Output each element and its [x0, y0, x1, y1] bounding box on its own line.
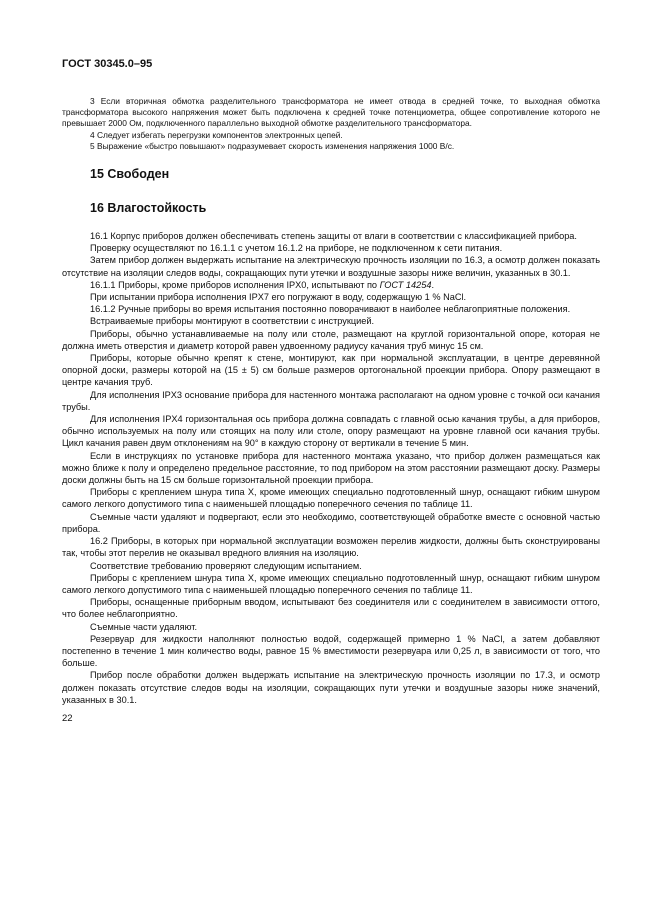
paragraph: 16.1.2 Ручные приборы во время испытания постоянно поворачивают в наиболее неблагоприятные положения. — [90, 304, 571, 315]
paragraph: Съемные части удаляют. — [90, 621, 198, 632]
paragraph: Съемные части удаляют и подвергают, если это необходимо, соответствующей обработке вместе с основной частью прибора. — [62, 511, 600, 534]
paragraph-text: 16.1.1 Приборы, кроме приборов исполнения IPX0, испытывают по — [90, 279, 380, 290]
section-15-title: 15 Свободен — [90, 167, 170, 182]
paragraph: 16.2 Приборы, в которых при нормальной эксплуатации возможен перелив жидкости, должны быть сконструированы так, чтобы этот перелив не оказывал вредного влияния на изоляцию. — [62, 536, 600, 559]
paragraph: Для исполнения IPX4 горизонтальная ось прибора должна совпадать с главной осью качания трубы, а для приборов, обычно используемых на полу или стоящих на полу или столе, опору размещают на уровне главной оси качания трубы. Цикл качания равен двум отклонениям на 90° в каждую сторону от вертикали в течение 5 мин. — [62, 414, 600, 449]
note-3: 3 Если вторичная обмотка разделительного трансформатора не имеет отвода в средней точке, то выходная обмотка трансформатора высокого напряжения может быть подключена к средней точке потенциометра, общее сопротивление которого не превышает 2000 Ом, подключенного параллельно выходной обмотке разделительного трансформатора. — [62, 96, 600, 129]
standard-header: ГОСТ 30345.0–95 — [62, 58, 153, 70]
section-16-title: 16 Влагостойкость — [90, 201, 207, 216]
paragraph: При испытании прибора исполнения IPX7 его погружают в воду, содержащую 1 % NaCl. — [90, 292, 467, 303]
note-5: 5 Выражение «быстро повышают» подразумевает скорость изменения напряжения 1000 В/с. — [90, 140, 455, 151]
standard-reference: ГОСТ 14254 — [379, 279, 432, 290]
paragraph: Проверку осуществляют по 16.1.1 с учетом 16.1.2 на приборе, не подключенном к сети питания. — [90, 243, 503, 254]
paragraph: Приборы, обычно устанавливаемые на полу или столе, размещают на круглой горизонтальной опоре, которая не должна иметь отверстия и диаметр которой равен удвоенному радиусу качания труб минус 15 см. — [62, 328, 600, 351]
paragraph: Встраиваемые приборы монтируют в соответствии с инструкцией. — [90, 316, 375, 327]
paragraph: Для исполнения IPX3 основание прибора для настенного монтажа располагают на одном уровне с точкой оси качания трубы. — [62, 389, 600, 412]
paragraph: Приборы с креплением шнура типа X, кроме имеющих специально подготовленный шнур, оснащают гибким шнуром самого легкого допустимого типа с наименьшей площадью поперечного сечения по таблице 11. — [62, 572, 600, 595]
paragraph: Соответствие требованию проверяют следующим испытанием. — [90, 560, 362, 571]
paragraph: Резервуар для жидкости наполняют полностью водой, содержащей примерно 1 % NaCl, а затем добавляют постепенно в течение 1 мин количество воды, равное 15 % вместимости резервуара или 0,25 л, в зависимости от того, что больше. — [62, 633, 600, 669]
paragraph: Приборы, оснащенные приборным вводом, испытывают без соединителя или с соединителем в зависимости оттого, что более неблагоприятно. — [62, 597, 600, 620]
note-4: 4 Следует избегать перегрузки компонентов электронных цепей. — [90, 129, 343, 140]
paragraph: Прибор после обработки должен выдержать испытание на электрическую прочность изоляции по 17.3, и осмотр должен показать отсутствие следов воды на изоляции, сокращающих пути утечки и воздушные зазоры ниже значений, указанных в 30.1. — [62, 670, 600, 705]
paragraph — [62, 279, 600, 291]
paragraph: Затем прибор должен выдержать испытание на электрическую прочность изоляции по 16.3, а осмотр должен показать отсутствие на изоляции следов воды, сокращающих пути утечки и воздушные зазоры ниже величин, указанных в 30.1. — [62, 255, 600, 278]
page-number: 22 — [62, 712, 73, 724]
paragraph: 16.1 Корпус приборов должен обеспечивать степень защиты от влаги в соответствии с классификацией прибора. — [90, 231, 577, 242]
paragraph: Приборы, которые обычно крепят к стене, монтируют, как при нормальной эксплуатации, в центре деревянной опорной доски, размеры которой на (15 ± 5) см больше размеров ортогональной проекции прибора. Опору размещают в центре качания труб. — [62, 353, 600, 388]
paragraph: Приборы с креплением шнура типа X, кроме имеющих специально подготовленный шнур, оснащают гибким шнуром самого легкого допустимого типа с наименьшей площадью поперечного сечения по таблице 11. — [62, 487, 600, 510]
paragraph-text: . — [431, 279, 435, 290]
document-page — [62, 58, 600, 724]
paragraph: Если в инструкциях по установке прибора для настенного монтажа указано, что прибор должен размещаться как можно ближе к полу и определено предельное расстояние, то под прибором на этом расстоянии размещают доску. Размеры доски должны быть на 15 см больше горизонтальной проекции прибора. — [62, 450, 600, 486]
